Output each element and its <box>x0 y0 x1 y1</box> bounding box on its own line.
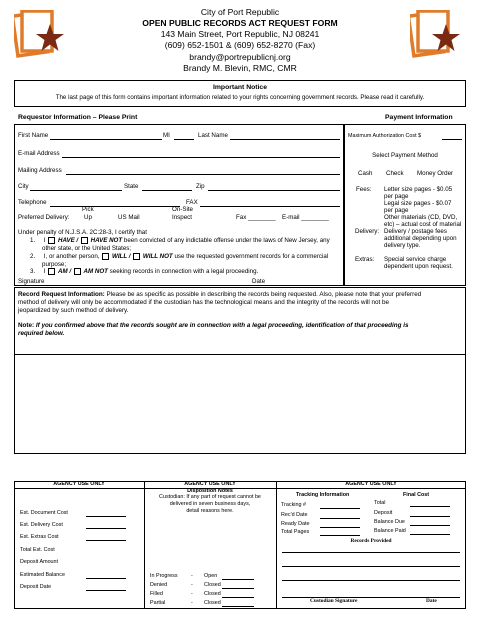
status-dash: - <box>191 582 193 588</box>
final-deposit-field[interactable] <box>410 516 450 517</box>
status-partial[interactable]: Partial <box>150 600 166 606</box>
status-field[interactable] <box>222 606 254 607</box>
cert-item-3: 3. I AM / AM NOT seeking records in connection with a legal proceeding. <box>30 268 259 276</box>
note-line-1: Note: If you confirmed above that the records sought are in connection with a legal proceeding, identification of that proceeding is <box>18 322 409 329</box>
disposition-line: detail reasons here. <box>186 508 234 514</box>
fax-label: FAX <box>186 199 198 206</box>
custodian-signature-label: Custodian Signature <box>310 598 358 604</box>
records-description-field[interactable] <box>14 344 466 454</box>
fees-line: per page <box>384 207 409 214</box>
fees-label: Fees: <box>356 186 372 193</box>
phone-fax: (609) 652-1501 & (609) 652-8270 (Fax) <box>164 40 316 50</box>
zip-field[interactable] <box>208 190 340 191</box>
delivery-line: additional depending upon <box>384 235 457 242</box>
status-dash: - <box>191 573 193 579</box>
delivery-line: delivery type. <box>384 242 421 249</box>
fax-field[interactable] <box>200 206 340 207</box>
select-payment-label: Select Payment Method <box>372 152 438 159</box>
mi-field[interactable] <box>174 139 194 140</box>
deposit-date-field[interactable] <box>86 590 126 591</box>
notice-title: Important Notice <box>212 84 267 91</box>
ready-date-field[interactable] <box>320 527 360 528</box>
status-filled[interactable]: Filled <box>150 591 163 597</box>
tracking-number-field[interactable] <box>320 508 360 509</box>
email-label: E-mail Address <box>18 150 60 157</box>
est-document-cost-label: Est. Document Cost <box>20 510 68 516</box>
pick-label: Pick <box>82 206 94 213</box>
balance-due-field[interactable] <box>410 525 450 526</box>
city-field[interactable] <box>30 190 122 191</box>
city-label: City <box>18 183 29 190</box>
notice-text: The last page of this form contains important information related to your rights concerning government records. Please read it carefully. <box>55 94 425 101</box>
total-pages-label: Total Pages <box>281 529 310 535</box>
city-name: City of Port Republic <box>200 7 280 17</box>
agency-col1-title: AGENCY USE ONLY <box>53 481 105 487</box>
est-delivery-cost-label: Est. Delivery Cost <box>20 522 63 528</box>
fees-line: Letter size pages - $0.05 <box>384 186 453 193</box>
max-auth-field[interactable] <box>442 139 462 140</box>
delivery-label: Delivery: <box>355 228 380 235</box>
first-name-label: First Name <box>18 132 49 139</box>
mailing-label: Mailing Address <box>18 167 62 174</box>
status-closed: Closed <box>204 600 221 606</box>
status-field[interactable] <box>222 588 254 589</box>
status-closed: Closed <box>204 591 221 597</box>
delivery-fax-option[interactable]: Fax ________ <box>236 214 276 221</box>
payment-cash-option[interactable]: Cash <box>358 170 373 177</box>
clerk-name: Brandy M. Blevin, RMC, CMR <box>183 63 297 73</box>
have-not-checkbox[interactable] <box>81 237 88 244</box>
state-label: State <box>124 183 139 190</box>
cert-item-2-line2: purpose; <box>42 261 67 268</box>
status-dash: - <box>191 591 193 597</box>
delivery-usmail-option[interactable]: US Mail <box>118 214 140 221</box>
final-cost-title: Final Cost <box>403 492 430 498</box>
record-request-line-1: Record Request Information: Please be as specific as possible in describing the records being requested. Also, please note that your preferred <box>18 291 422 298</box>
last-name-label: Last Name <box>198 132 228 139</box>
payment-money-order-option[interactable]: Money Order <box>417 170 454 177</box>
signature-label: Signature <box>18 278 45 285</box>
status-field[interactable] <box>222 597 254 598</box>
records-provided-field[interactable] <box>282 580 460 581</box>
address: 143 Main Street, Port Republic, NJ 08241 <box>160 29 320 39</box>
tracking-number-label: Tracking # <box>281 502 306 508</box>
will-checkbox[interactable] <box>102 253 109 260</box>
recd-date-field[interactable] <box>320 518 360 519</box>
extras-line: dependent upon request. <box>384 263 453 270</box>
status-open: Open <box>204 573 218 579</box>
final-total-field[interactable] <box>410 506 450 507</box>
agency-col2-title: AGENCY USE ONLY <box>184 481 236 487</box>
balance-due-label: Balance Due <box>374 519 405 525</box>
onsite-label: On-Site <box>172 206 193 213</box>
requestor-heading: Requestor Information – Please Print <box>18 114 138 121</box>
telephone-label: Telephone <box>18 199 47 206</box>
delivery-email-option[interactable]: E-mail ________ <box>282 214 329 221</box>
estimated-balance-label: Estimated Balance <box>20 572 65 578</box>
status-closed: Closed <box>204 582 221 588</box>
fees-line: Legal size pages - $0.07 <box>384 200 452 207</box>
balance-paid-field[interactable] <box>410 534 450 535</box>
custodian-date-label: Date <box>426 598 437 604</box>
payment-check-option[interactable]: Check <box>386 170 404 177</box>
deposit-amount-label: Deposit Amount <box>20 559 59 565</box>
balance-paid-label: Balance Paid <box>374 528 406 534</box>
delivery-line: Delivery / postage fees <box>384 228 447 235</box>
records-provided-label: Records Provided <box>350 538 392 544</box>
agency-divider <box>276 481 277 609</box>
record-request-line-2: method of delivery will only be accommodated if the custodian has the technological means and the integrity of the records will not be <box>18 299 390 306</box>
last-name-field[interactable] <box>230 139 340 140</box>
final-deposit-label: Deposit <box>374 510 393 516</box>
est-delivery-cost-field[interactable] <box>86 528 126 529</box>
status-dash: - <box>191 600 193 606</box>
will-not-checkbox[interactable] <box>133 253 140 260</box>
est-extras-cost-field[interactable] <box>86 540 126 541</box>
preferred-delivery-label: Preferred Delivery: <box>18 214 70 221</box>
max-auth-label: Maximum Authorization Cost $ <box>348 133 422 139</box>
extras-line: Special service charge <box>384 256 447 263</box>
disposition-title: Disposition Notes <box>187 488 233 494</box>
fees-line: etc) – actual cost of material <box>384 221 462 228</box>
penalty-text: Under penalty of N.J.S.A. 2C:28-3, I certify that <box>18 229 147 236</box>
cert-item-1: 1. I HAVE / HAVE NOT been convicted of any indictable offense under the laws of New Jersey, any <box>30 237 330 245</box>
record-request-line-3: jeopardized by such method of delivery. <box>18 307 129 314</box>
est-extras-cost-label: Est. Extras Cost <box>20 534 59 540</box>
extras-label: Extras: <box>355 256 375 263</box>
have-checkbox[interactable] <box>48 237 55 244</box>
estimated-balance-field[interactable] <box>86 578 126 579</box>
status-field[interactable] <box>222 579 254 580</box>
status-in-progress[interactable]: In Progress <box>150 573 178 579</box>
cert-item-2: 2. I, or another person, WILL / WILL NOT use the requested government records for a commercial <box>30 253 329 261</box>
date-label: Date <box>252 278 266 285</box>
fees-line: per page <box>384 193 409 200</box>
clerk-email[interactable]: brandy@portrepublicnj.org <box>189 52 291 62</box>
state-field[interactable] <box>142 190 192 191</box>
recd-date-label: Rec'd Date <box>281 512 308 518</box>
email-field[interactable] <box>62 157 340 158</box>
disposition-line: Custodian: If any part of request cannot be <box>159 494 261 500</box>
status-denied[interactable]: Denied <box>150 582 168 588</box>
fees-line: Other materials (CD, DVD, <box>384 214 458 221</box>
delivery-pickup-option[interactable]: Up <box>84 214 92 221</box>
payment-heading: Payment Information <box>385 114 453 121</box>
form-title: OPEN PUBLIC RECORDS ACT REQUEST FORM <box>142 18 338 28</box>
telephone-field[interactable] <box>50 206 180 207</box>
zip-label: Zip <box>196 183 205 190</box>
records-provided-field[interactable] <box>282 566 460 567</box>
total-est-cost-label: Total Est. Cost <box>20 547 55 553</box>
delivery-inspect-option[interactable]: Inspect <box>172 214 192 221</box>
total-pages-field[interactable] <box>320 535 360 536</box>
ready-date-label: Ready Date <box>281 521 310 527</box>
cert-item-1-line2: other state, or the United States; <box>42 245 132 252</box>
final-total-label: Total <box>374 500 386 506</box>
records-provided-field[interactable] <box>282 552 460 553</box>
am-not-checkbox[interactable] <box>74 268 81 275</box>
mi-label: MI <box>163 132 170 139</box>
est-document-cost-field[interactable] <box>86 516 126 517</box>
agency-col3-title: AGENCY USE ONLY <box>345 481 397 487</box>
note-line-2: required below. <box>18 330 65 337</box>
deposit-date-label: Deposit Date <box>20 584 52 590</box>
mailing-field[interactable] <box>66 174 340 175</box>
tracking-title: Tracking Information <box>296 492 350 498</box>
first-name-field[interactable] <box>50 139 162 140</box>
am-checkbox[interactable] <box>48 268 55 275</box>
disposition-line: delivered in seven business days, <box>169 501 251 507</box>
